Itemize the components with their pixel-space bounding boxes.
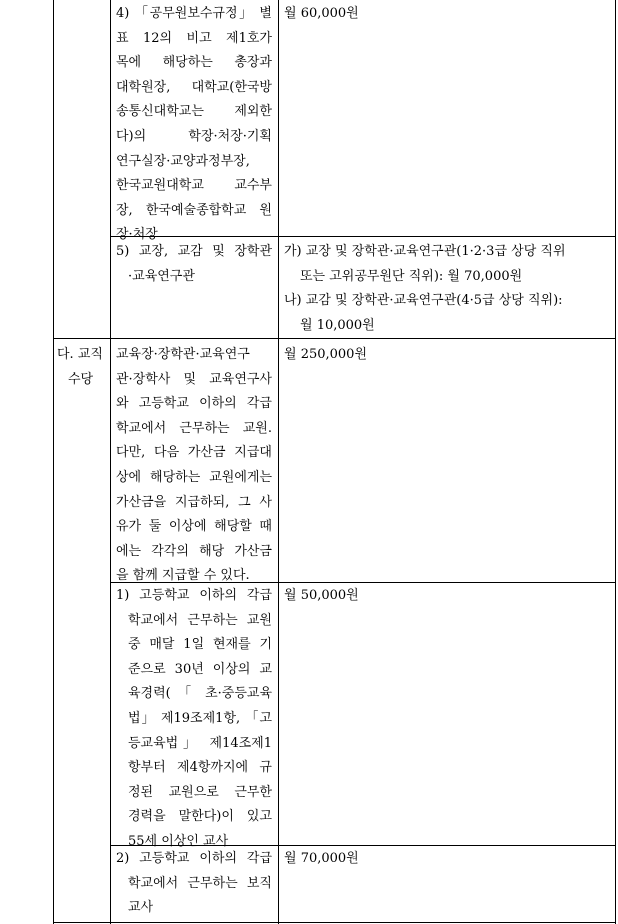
criteria-line: 장·처장 xyxy=(116,227,158,243)
criteria-line: 유가 둘 이상에 해당할 때 xyxy=(116,519,272,535)
criteria-line: 학교에서 근무하는 교원. xyxy=(116,420,272,436)
amount-cell xyxy=(284,343,610,368)
category-label: 다. 교직 xyxy=(57,347,103,362)
amount-cell xyxy=(284,2,610,27)
amount-line: 월 250,000원 xyxy=(284,347,368,362)
column-divider-category xyxy=(110,0,111,924)
table-border-bottom xyxy=(53,922,616,923)
criteria-line: 상에 해당하는 교원에게는 xyxy=(116,469,272,485)
criteria-line: 등교육법」 제14조제1 xyxy=(128,735,272,751)
criteria-line: 와 고등학교 이하의 각급 xyxy=(116,396,272,412)
amount-line: 월 10,000원 xyxy=(300,317,375,333)
criteria-line: 에는 각각의 해당 가산금 xyxy=(116,543,272,559)
category-cell xyxy=(57,343,109,392)
criteria-line: 교육장·장학관·교육연구 xyxy=(116,347,250,362)
column-divider-criteria xyxy=(278,0,279,924)
criteria-line: 항부터 제4항까지에 규 xyxy=(128,760,272,776)
criteria-line: 장, 한국예술종합학교 원 xyxy=(116,202,272,218)
amount-cell xyxy=(284,584,610,609)
criteria-line: 표 12의 비고 제1호가 xyxy=(116,30,272,46)
criteria-line: 경력을 말한다)이 있고 xyxy=(128,809,272,825)
amount-line: 나) 교감 및 장학관·교육연구관(4·5급 상당 직위): xyxy=(284,293,563,309)
criteria-line: 2) 고등학교 이하의 각급 xyxy=(116,851,272,866)
criteria-line: 을 함께 지급할 수 있다. xyxy=(116,568,250,584)
criteria-line: 5) 교장, 교감 및 장학관 xyxy=(116,244,272,259)
category-label: 수당 xyxy=(68,371,94,387)
criteria-line: 법」 제19조제1항, 「고 xyxy=(128,710,272,726)
criteria-line: 목에 해당하는 총장과 xyxy=(116,55,272,71)
criteria-line: ·교육연구관 xyxy=(128,268,195,284)
table-border-left xyxy=(53,0,54,924)
criteria-cell xyxy=(116,847,272,921)
table-border-right xyxy=(615,0,616,924)
criteria-line: 1) 고등학교 이하의 각급 xyxy=(116,588,272,603)
amount-line: 가) 교장 및 장학관·교육연구관(1·2·3급 상당 직위 xyxy=(284,244,566,259)
criteria-line: 학교에서 근무하는 교원 xyxy=(128,612,272,628)
criteria-line: 준으로 30년 이상의 교 xyxy=(128,661,272,677)
criteria-line: 교사 xyxy=(128,900,154,916)
criteria-cell xyxy=(116,240,272,289)
amount-line: 월 60,000원 xyxy=(284,6,359,21)
amount-line: 또는 고위공무원단 직위): 월 70,000원 xyxy=(300,268,523,284)
criteria-line: 가산금을 지급하되, 그 사 xyxy=(116,494,272,510)
amount-cell xyxy=(284,847,610,872)
criteria-line: 대학원장, 대학교(한국방 xyxy=(116,79,272,95)
criteria-line: 다)의 학장·처장·기획 xyxy=(116,128,272,144)
criteria-line: 관·장학사 및 교육연구사 xyxy=(116,371,272,387)
criteria-line: 학교에서 근무하는 보직 xyxy=(128,875,272,891)
criteria-cell xyxy=(116,584,272,855)
criteria-line: 육경력(「초·중등교육 xyxy=(128,686,272,702)
criteria-line: 55세 이상인 교사 xyxy=(128,833,229,849)
amount-line: 월 50,000원 xyxy=(284,588,359,603)
criteria-line: 4) 「공무원보수규정」 별 xyxy=(116,6,272,21)
criteria-line: 다만, 다음 가산금 지급대 xyxy=(116,445,272,461)
amount-line: 월 70,000원 xyxy=(284,851,359,866)
amount-cell xyxy=(284,240,612,338)
criteria-line: 송통신대학교는 제외한 xyxy=(116,104,272,120)
criteria-line: 중 매달 1일 현재를 기 xyxy=(128,637,272,653)
criteria-cell xyxy=(116,343,272,589)
criteria-line: 연구실장·교양과정부장, xyxy=(116,153,250,169)
criteria-cell xyxy=(116,2,272,248)
criteria-line: 정된 교원으로 근무한 xyxy=(128,784,272,800)
criteria-line: 한국교원대학교 교수부 xyxy=(116,178,272,194)
